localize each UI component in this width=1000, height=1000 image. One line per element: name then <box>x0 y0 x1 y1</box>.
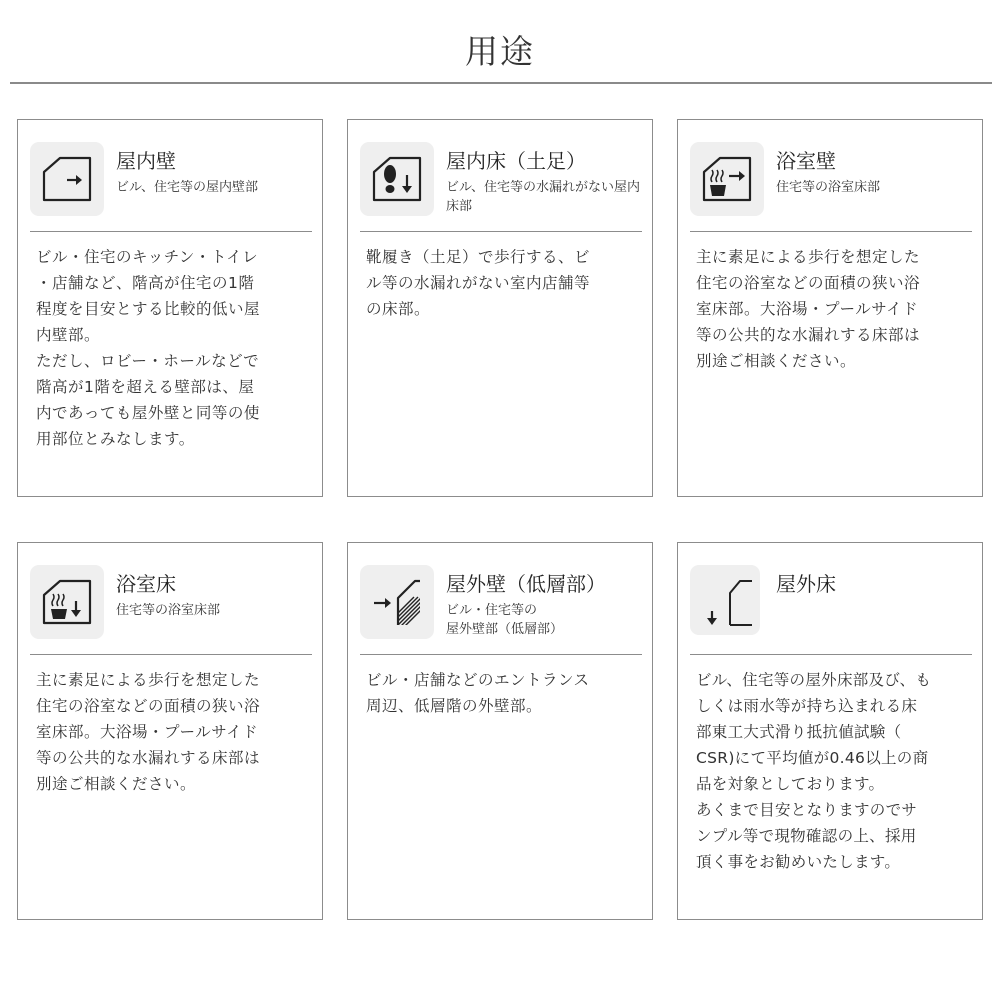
card-divider <box>690 231 972 232</box>
card-title: 浴室壁 <box>776 149 836 173</box>
usage-card-indoor-wall <box>17 119 323 497</box>
card-title: 屋内床（土足） <box>446 149 586 173</box>
card-subtitle: 住宅等の浴室床部 <box>116 603 221 618</box>
usage-card-indoor-floor-shoes <box>347 119 653 497</box>
card-title: 浴室床 <box>116 572 176 596</box>
card-divider <box>360 654 642 655</box>
usage-card-bathroom-wall <box>677 119 983 497</box>
card-subtitle: ビル、住宅等の屋内壁部 <box>116 180 258 195</box>
usage-card-outdoor-wall-low <box>347 542 653 920</box>
card-divider <box>690 654 972 655</box>
page-title: 用途 <box>465 32 535 71</box>
card-title: 屋外壁（低層部） <box>446 572 606 596</box>
card-title: 屋外床 <box>776 572 836 596</box>
indoor-wall-icon <box>30 142 104 216</box>
title-divider <box>10 82 992 84</box>
outdoor-wall-low-icon <box>360 565 434 639</box>
card-description: ビル・店舗などのエントランス 周辺、低層階の外壁部。 <box>366 671 590 715</box>
card-divider <box>30 654 312 655</box>
card-subtitle: ビル、住宅等の水漏れがない屋内床部 <box>446 180 640 214</box>
card-divider <box>360 231 642 232</box>
bathroom-wall-icon <box>690 142 764 216</box>
card-title: 屋内壁 <box>116 149 176 173</box>
indoor-floor-shoes-icon <box>360 142 434 216</box>
card-description: 主に素足による歩行を想定した 住宅の浴室などの面積の狭い浴 室床部。大浴場・プールサイド 等の公共的な水漏れする床部は 別途ご相談ください。 <box>696 248 921 370</box>
card-subtitle: ビル・住宅等の 屋外壁部（低層部） <box>446 603 564 637</box>
card-description: 主に素足による歩行を想定した 住宅の浴室などの面積の狭い浴 室床部。大浴場・プールサイド 等の公共的な水漏れする床部は 別途ご相談ください。 <box>36 671 261 793</box>
outdoor-floor-icon <box>690 565 760 635</box>
card-description: ビル・住宅のキッチン・トイレ ・店舗など、階高が住宅の1階 程度を目安とする比較的低い屋 内壁部。 ただし、ロビー・ホールなどで 階高が1階を超える壁部は、屋 内であっても屋外壁と同等の使 用部位とみなします。 <box>36 248 261 448</box>
card-subtitle: 住宅等の浴室床部 <box>776 180 881 195</box>
usage-card-bathroom-floor <box>17 542 323 920</box>
usage-card-outdoor-floor <box>677 542 983 920</box>
bathroom-floor-icon <box>30 565 104 639</box>
card-description: ビル、住宅等の屋外床部及び、も しくは雨水等が持ち込まれる床 部東工大式滑り抵抗値試験（ CSR)にて平均値が0.46以上の商 品を対象としております。 あくまで目安となりますのでサ ンプル等で現物確認の上、採用 頂く事をお勧めいたします。 <box>696 671 932 871</box>
card-description: 靴履き（土足）で歩行する、ビ ル等の水漏れがない室内店舗等 の床部。 <box>366 248 591 318</box>
card-divider <box>30 231 312 232</box>
